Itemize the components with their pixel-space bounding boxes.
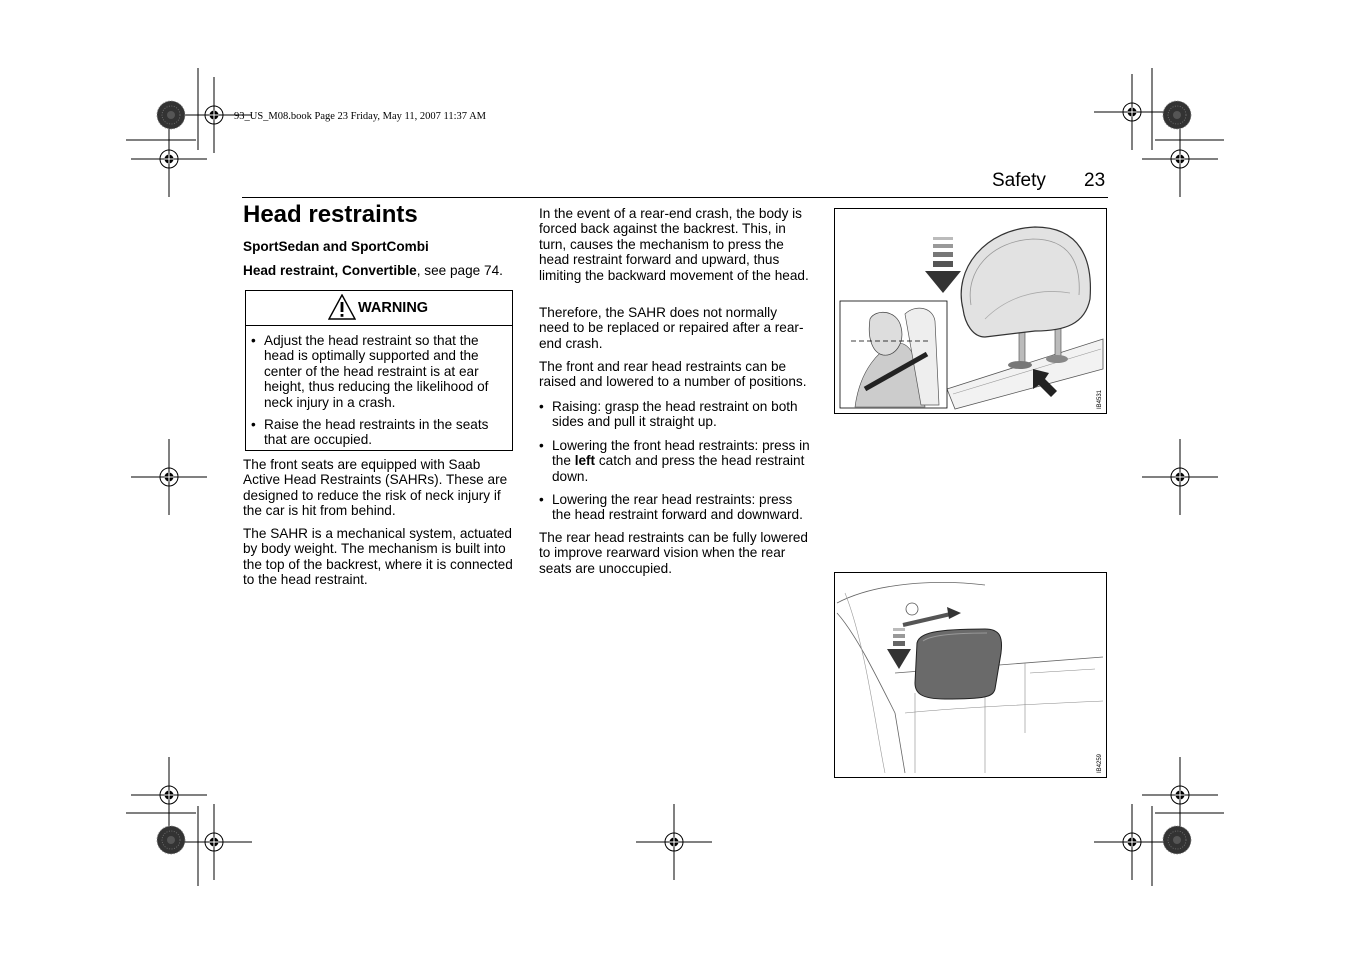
cross-reference <box>243 263 503 278</box>
paragraph-rear-lowered: The rear head restraints can be fully lowered to improve rearward vision when the rear seats are unoccupied. <box>539 530 808 576</box>
adjust-item-bold: left <box>574 453 596 469</box>
adjust-item-text: catch and press the head restraint down. <box>552 453 805 484</box>
cross-reference-rest: , see page 74. <box>416 263 503 278</box>
adjust-item-raising <box>539 399 811 430</box>
front-head-restraint-illustration <box>835 209 1106 413</box>
rear-head-restraint-illustration <box>835 573 1106 777</box>
figure-front-head-restraint <box>834 208 1107 414</box>
section-title: Safety <box>992 170 1046 191</box>
paragraph-positions: The front and rear head restraints can be raised and lowered to a number of positions. <box>539 359 807 390</box>
warning-header <box>246 291 512 326</box>
adjust-item-front <box>539 438 811 484</box>
paragraph-crash: In the event of a rear-end crash, the body is forced back against the backrest. This, in turn, causes the mechanism to press the head restraint forward and upward, thus limiting the backward movement of the head. <box>539 206 809 283</box>
figure-code: IB4259 <box>1097 753 1103 773</box>
header-rule <box>242 197 1108 198</box>
page-title: Head restraints <box>243 201 418 228</box>
paragraph-no-replace: Therefore, the SAHR does not normally need to be replaced or repaired after a rear-end crash. <box>539 305 804 351</box>
warning-box <box>245 290 513 451</box>
adjust-item-rear <box>539 492 811 523</box>
warning-triangle-icon <box>328 294 356 320</box>
warning-list <box>251 333 509 448</box>
adjust-list <box>539 399 811 523</box>
figure-rear-head-restraint <box>834 572 1107 778</box>
warning-title: WARNING <box>358 300 429 316</box>
print-info: 93_US_M08.book Page 23 Friday, May 11, 2007 11:37 AM <box>234 111 486 122</box>
figure-code: IB4531 <box>1097 389 1103 409</box>
cross-reference-bold: Head restraint, Convertible <box>243 263 417 278</box>
subtitle: SportSedan and SportCombi <box>243 239 429 254</box>
adjust-item-text: Lowering the rear head restraints: press the head restraint forward and downward. <box>552 492 803 523</box>
warning-item: • Raise the head restraints in the seats that are occupied. <box>251 417 509 448</box>
warning-item: • Adjust the head restraint so that the head is optimally supported and the center of the head restraint is at ear height, thus reducing the likelihood of neck injury in a crash. <box>251 333 509 410</box>
adjust-item-text: Raising: grasp the head restraint on both sides and pull it straight up. <box>552 399 798 430</box>
page-number: 23 <box>1084 170 1106 191</box>
paragraph-sahr-intro: The front seats are equipped with Saab Active Head Restraints (SAHRs). These are designed to reduce the risk of neck injury if the car is hit from behind. <box>243 457 508 519</box>
paragraph-sahr-mechanism: The SAHR is a mechanical system, actuated by body weight. The mechanism is built into the top of the backrest, where it is connected to the head restraint. <box>243 526 513 588</box>
adjust-item-text: Lowering the front head restraints: press in the <box>552 437 810 469</box>
